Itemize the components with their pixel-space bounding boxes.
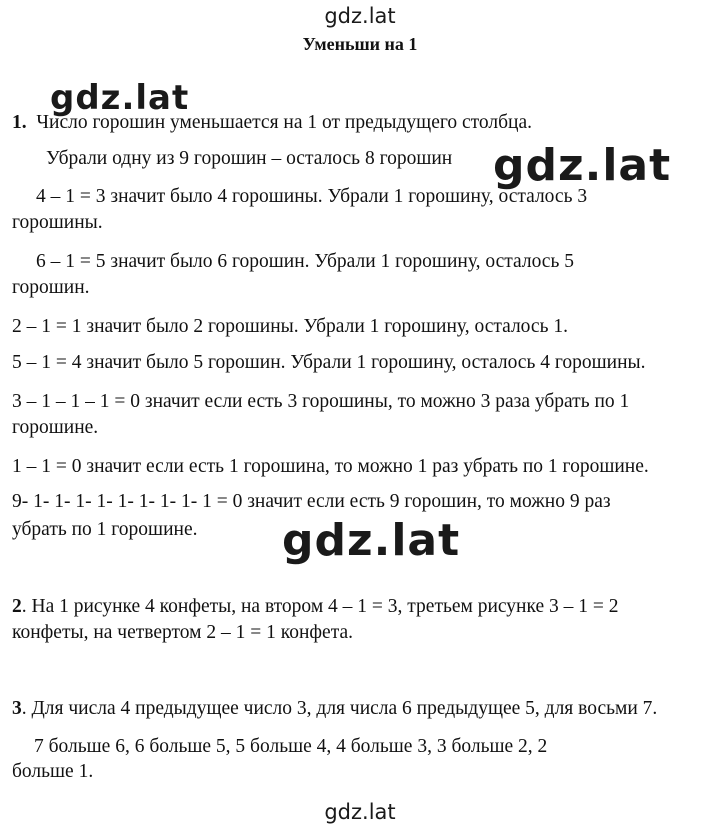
- task3-number: 3: [12, 698, 22, 719]
- page-title: Уменьши на 1: [302, 34, 418, 54]
- watermark-large-2: gdz.lat: [493, 140, 672, 191]
- task1-number: 1.: [12, 112, 27, 133]
- task1-line-11: 1 – 1 = 0 значит если есть 1 горошина, то можно 1 раз убрать по 1 горошине.: [12, 456, 649, 477]
- task3-line-2: 7 больше 6, 6 больше 5, 5 больше 4, 4 больше 3, 3 больше 2, 2: [34, 736, 548, 757]
- task1-text-1: Число горошин уменьшается на 1 от предыдущего столбца.: [36, 112, 533, 133]
- watermark-large-3: gdz.lat: [282, 515, 461, 566]
- task1-line-6: горошин.: [12, 277, 90, 298]
- task3-line-1: [12, 697, 657, 721]
- task1-line-7: 2 – 1 = 1 значит было 2 горошины. Убрали 1 горошину, осталось 1.: [12, 316, 568, 337]
- watermark-bottom: gdz.lat: [324, 800, 396, 824]
- task1-line-8: 5 – 1 = 4 значит было 5 горошин. Убрали 1 горошину, осталось 4 горошины.: [12, 352, 646, 373]
- task1-line-5: 6 – 1 = 5 значит было 6 горошин. Убрали 1 горошину, осталось 5: [36, 251, 574, 272]
- task2-number: 2: [12, 596, 22, 617]
- task1-line-12: 9- 1- 1- 1- 1- 1- 1- 1- 1- 1 = 0 значит если есть 9 горошин, то можно 9 раз: [12, 491, 611, 512]
- task1-line-9: 3 – 1 – 1 – 1 = 0 значит если есть 3 горошины, то можно 3 раза убрать по 1: [12, 391, 630, 412]
- task3-text-1: . Для числа 4 предыдущее число 3, для числа 6 предыдущее 5, для восьми 7.: [21, 698, 658, 719]
- task1-line-10: горошине.: [12, 417, 99, 438]
- task1-line-4: горошины.: [12, 212, 103, 233]
- task2-line-2: конфеты, на четвертом 2 – 1 = 1 конфета.: [12, 622, 354, 643]
- task1-line-13: убрать по 1 горошине.: [12, 519, 198, 540]
- watermark-top: gdz.lat: [324, 4, 396, 28]
- task1-line-3: 4 – 1 = 3 значит было 4 горошины. Убрали 1 горошину, осталось 3: [36, 186, 588, 207]
- watermark-large-1: gdz.lat: [50, 78, 190, 118]
- task2-line-1: [12, 595, 619, 619]
- task1-line-2: Убрали одну из 9 горошин – осталось 8 горошин: [46, 148, 453, 169]
- task3-line-3: больше 1.: [12, 761, 94, 782]
- task2-text-1: . На 1 рисунке 4 конфеты, на втором 4 – 1 = 3, третьем рисунке 3 – 1 = 2: [21, 596, 619, 617]
